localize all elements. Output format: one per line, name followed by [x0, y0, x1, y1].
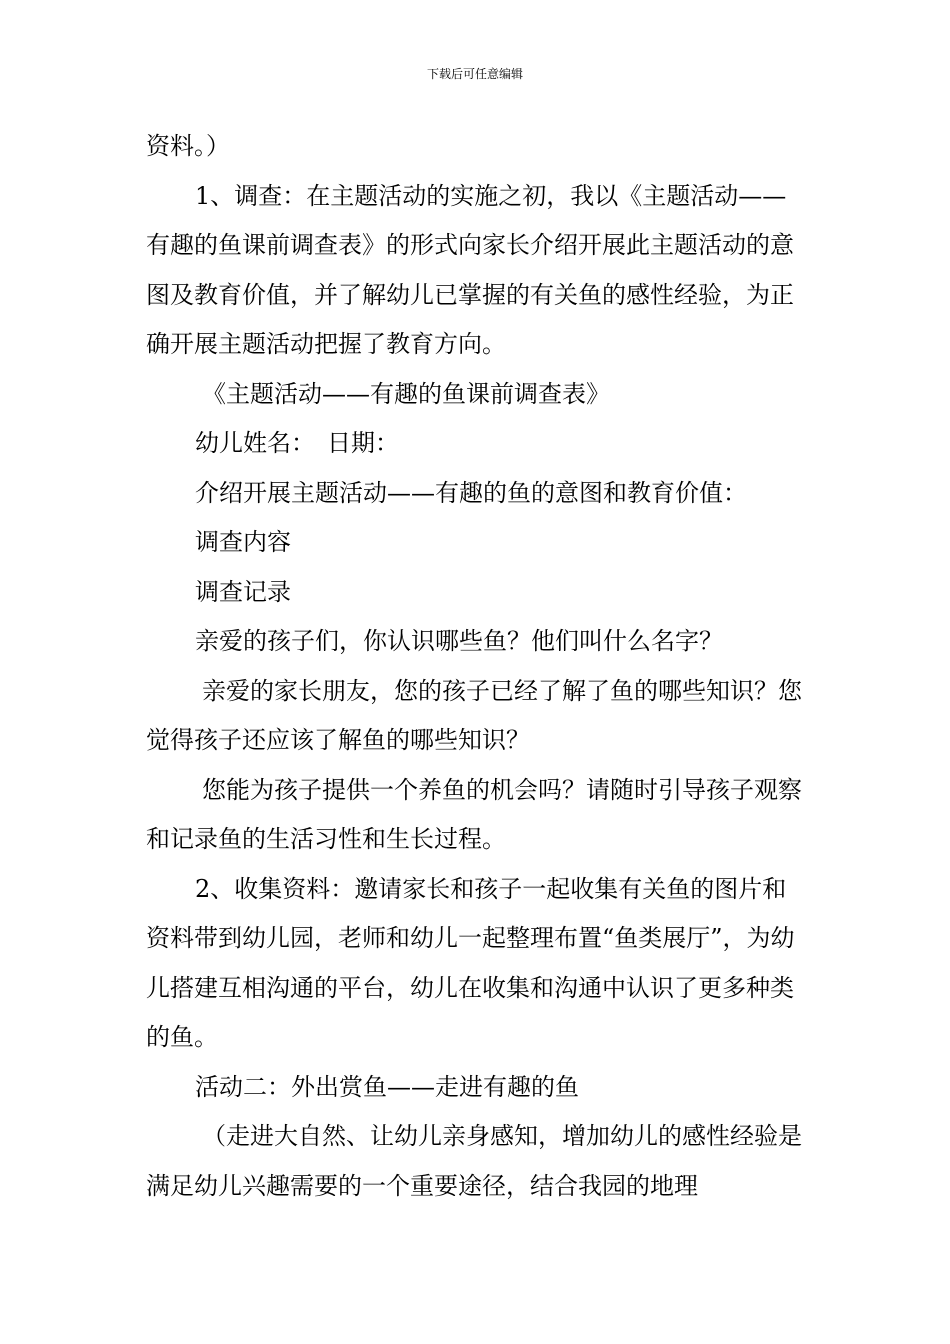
survey-content-label: 调查内容	[195, 528, 291, 556]
paragraph-collect-materials: 2、收集资料：邀请家长和孩子一起收集有关鱼的图片和资料带到幼儿园，老师和幼儿一起整理布置“鱼类展厅”，为幼儿搭建互相沟通的平台，幼儿在收集和沟通中认识了更多种类的鱼。	[146, 874, 795, 1051]
page-header-note: 下载后可任意编辑	[426, 67, 523, 81]
survey-name-date: 幼儿姓名： 日期：	[195, 429, 399, 457]
paragraph-continuation: 资料。）	[146, 132, 230, 160]
document-body	[146, 122, 810, 1211]
survey-intro: 介绍开展主题活动——有趣的鱼的意图和教育价值：	[195, 478, 747, 507]
paragraph-survey: 1、调查：在主题活动的实施之初，我以《主题活动——有趣的鱼课前调查表》的形式向家长介绍开展此主题活动的意图及教育价值，并了解幼儿已掌握的有关鱼的感性经验，为正确开展主题活动把握了教育方向。	[146, 181, 794, 358]
survey-table-title: 《主题活动——有趣的鱼课前调查表》	[202, 379, 610, 408]
survey-question-parents: 亲爱的家长朋友，您的孩子已经了解了鱼的哪些知识？您觉得孩子还应该了解鱼的哪些知识？	[146, 676, 802, 754]
paragraph-activity-two-intro: （走进大自然、让幼儿亲身感知，增加幼儿的感性经验是满足幼儿兴趣需要的一个重要途径，结合我园的地理	[146, 1122, 802, 1200]
activity-two-heading: 活动二：外出赏鱼——走进有趣的鱼	[195, 1072, 579, 1101]
survey-question-fish-raising: 您能为孩子提供一个养鱼的机会吗？请随时引导孩子观察和记录鱼的生活习性和生长过程。	[146, 775, 802, 853]
survey-question-children: 亲爱的孩子们，你认识哪些鱼？他们叫什么名字？	[195, 627, 723, 655]
survey-record-label: 调查记录	[195, 577, 291, 606]
